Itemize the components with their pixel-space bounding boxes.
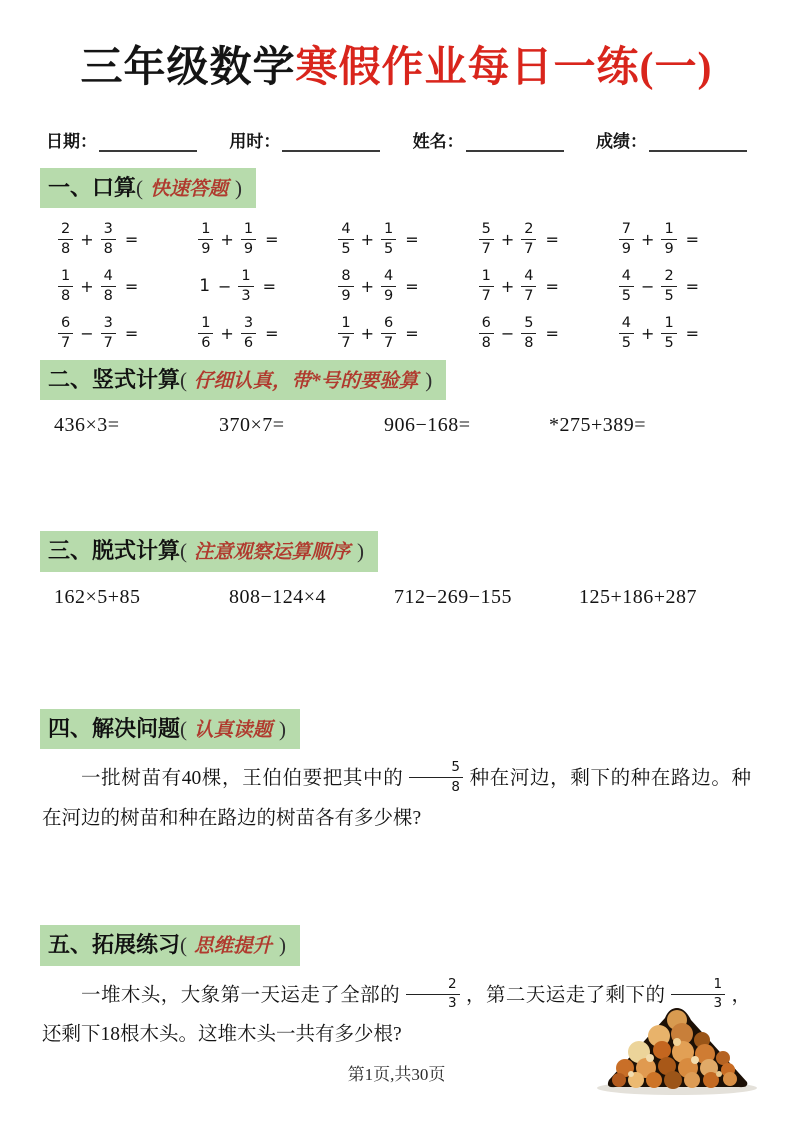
oral-problem: [607, 267, 747, 305]
equals-sign: =: [265, 229, 279, 249]
vertical-calc-problem: 370×7=: [219, 414, 285, 437]
oral-calc-highlight: 一、口算( 快速答题 ): [40, 168, 256, 208]
recursive-calc-problem: 712−269−155: [394, 585, 513, 608]
oral-problem: [467, 314, 607, 352]
section-title: 四、解决问题: [48, 715, 181, 741]
fraction: $\frac{3}{8}$: [101, 222, 116, 257]
oral-problem: [326, 267, 466, 305]
recursive-calc-problem: 162×5+85: [54, 585, 141, 608]
section-hint: 快速答题: [150, 178, 229, 200]
word-problem-text: 一批树苗有40棵，王伯伯要把其中的 $\frac{5}{8}$ 种在河边，剩下的种在路边。种在河边的树苗和种在路边的树苗各有多少棵?: [42, 759, 751, 830]
fraction: $\frac{1}{5}$: [661, 316, 676, 351]
operator: +: [80, 276, 94, 296]
score-blank: [649, 134, 747, 152]
recursive-calc-problems: [46, 586, 747, 609]
word-problem-heading: [40, 709, 793, 749]
operator: +: [220, 323, 234, 343]
equals-sign: =: [262, 276, 277, 296]
fraction: $\frac{2}{5}$: [661, 269, 676, 304]
title-grade-subject: 三年级数学: [80, 45, 296, 91]
operator: +: [641, 323, 655, 343]
fraction: $\frac{1}{9}$: [661, 222, 676, 257]
fraction-five-eighths: $\frac{5}{8}$: [409, 761, 463, 794]
operator: +: [641, 229, 655, 249]
oral-problem: [186, 220, 326, 258]
section-title: 一、口算: [48, 174, 137, 200]
section-title: 二、竖式计算: [48, 367, 181, 393]
vertical-calc-problem: 906−168=: [384, 414, 471, 437]
section-hint: 认真读题: [194, 719, 273, 741]
fraction: $\frac{2}{7}$: [521, 222, 536, 257]
fraction: $\frac{3}{7}$: [101, 316, 116, 351]
equals-sign: =: [545, 276, 559, 296]
oral-problem: [607, 220, 747, 258]
operator: −: [218, 276, 232, 296]
title-homework-name: 寒假作业每日一练(一): [295, 45, 713, 91]
oral-calc-grid: [46, 220, 747, 352]
extension-highlight: 五、拓展练习( 思维提升 ): [40, 925, 300, 965]
operator: −: [641, 276, 655, 296]
operator: +: [360, 323, 375, 343]
recursive-calc-heading: [40, 531, 793, 571]
fraction: $\frac{1}{9}$: [241, 222, 256, 257]
section-hint: 注意观察运算顺序: [194, 542, 351, 564]
fraction: $\frac{1}{9}$: [198, 222, 213, 257]
equals-sign: =: [545, 323, 559, 343]
equals-sign: =: [124, 229, 139, 249]
fraction: $\frac{6}{7}$: [58, 316, 73, 351]
header-fields: [46, 127, 747, 152]
oral-problem: [186, 267, 326, 305]
operator: −: [80, 323, 94, 343]
date-blank: [99, 134, 197, 152]
equals-sign: =: [545, 229, 559, 249]
fraction: $\frac{4}{5}$: [338, 222, 353, 257]
operator: +: [500, 229, 515, 249]
fraction: $\frac{1}{3}$: [238, 269, 253, 304]
oral-problem: [46, 220, 186, 258]
oral-problem: [46, 314, 186, 352]
page-title: [0, 40, 793, 97]
name-blank: [466, 134, 564, 152]
time-used-label: 用时：: [229, 131, 281, 151]
equals-sign: =: [405, 276, 419, 296]
fraction: $\frac{3}{6}$: [241, 316, 256, 351]
vertical-calc-problem: *275+389=: [549, 414, 647, 437]
fraction: $\frac{1}{5}$: [381, 222, 396, 257]
operator: +: [80, 229, 94, 249]
equals-sign: =: [685, 229, 700, 249]
section-oral-calc: [0, 168, 793, 352]
recursive-calc-highlight: 三、脱式计算( 注意观察运算顺序 ): [40, 531, 378, 571]
section-hint: 思维提升: [194, 936, 273, 958]
fraction: $\frac{5}{8}$: [521, 316, 536, 351]
oral-problem: [467, 267, 607, 305]
fraction: $\frac{6}{8}$: [479, 316, 494, 351]
fraction: $\frac{1}{7}$: [338, 316, 353, 351]
fraction: $\frac{5}{7}$: [479, 222, 494, 257]
recursive-calc-problem: 808−124×4: [229, 585, 327, 608]
vertical-calc-highlight: 二、竖式计算( 仔细认真，带*号的要验算 ): [40, 360, 446, 400]
fraction: $\frac{2}{8}$: [58, 222, 73, 257]
fraction: $\frac{1}{6}$: [198, 316, 213, 351]
equals-sign: =: [265, 323, 279, 343]
vertical-calc-problem: 436×3=: [54, 414, 120, 437]
fraction: $\frac{4}{9}$: [381, 269, 396, 304]
fraction: $\frac{7}{9}$: [619, 222, 634, 257]
section-title: 三、脱式计算: [48, 538, 181, 564]
equals-sign: =: [685, 276, 700, 296]
vertical-calc-problems: [46, 414, 747, 437]
section-vertical-calc: [0, 360, 793, 437]
name-field: [413, 127, 564, 152]
fraction: $\frac{4}{5}$: [619, 269, 634, 304]
fraction-one-third: $\frac{1}{3}$: [671, 978, 725, 1011]
section-title: 五、拓展练习: [48, 932, 181, 958]
fraction: $\frac{4}{7}$: [521, 269, 536, 304]
oral-problem: [186, 314, 326, 352]
oral-problem: [326, 314, 466, 352]
operator: +: [360, 229, 375, 249]
fraction: $\frac{4}{5}$: [619, 316, 634, 351]
oral-problem: [326, 220, 466, 258]
oral-calc-heading: [40, 168, 793, 208]
oral-problem: [467, 220, 607, 258]
operator: +: [360, 276, 375, 296]
fraction: $\frac{8}{9}$: [338, 269, 353, 304]
oral-problem: [46, 267, 186, 305]
equals-sign: =: [124, 276, 139, 296]
vertical-calc-heading: [40, 360, 793, 400]
fraction: $\frac{4}{8}$: [101, 269, 116, 304]
whole-number: 1: [199, 276, 211, 297]
extension-problem-text: 一堆木头，大象第一天运走了全部的 $\frac{2}{3}$ ，第二天运走了剩下的 $\frac{1}{3}$ ，还剩下18根木头。这堆木头一共有多少根?: [42, 975, 751, 1046]
fraction-two-thirds: $\frac{2}{3}$: [406, 978, 460, 1011]
score-label: 成绩：: [595, 131, 647, 151]
equals-sign: =: [124, 323, 139, 343]
operator: −: [500, 323, 515, 343]
section-word-problem: [0, 709, 793, 839]
page-footer: 第1页,共30页: [347, 1065, 446, 1084]
fraction: $\frac{1}{8}$: [58, 269, 73, 304]
oral-problem: [607, 314, 747, 352]
time-used-blank: [282, 134, 380, 152]
section-hint: 仔细认真，带*号的要验算: [194, 371, 419, 393]
operator: +: [220, 229, 234, 249]
extension-heading: [40, 925, 793, 965]
date-label: 日期：: [46, 131, 97, 151]
score-field: [596, 127, 747, 152]
section-recursive-calc: [0, 531, 793, 608]
fraction: $\frac{6}{7}$: [381, 316, 396, 351]
fraction: $\frac{1}{7}$: [479, 269, 494, 304]
date-field: [46, 127, 197, 152]
time-used-field: [229, 127, 380, 152]
operator: +: [500, 276, 515, 296]
equals-sign: =: [685, 323, 700, 343]
word-problem-highlight: 四、解决问题( 认真读题 ): [40, 709, 300, 749]
equals-sign: =: [405, 323, 419, 343]
name-label: 姓名：: [412, 131, 464, 151]
equals-sign: =: [405, 229, 419, 249]
recursive-calc-problem: 125+186+287: [579, 585, 698, 608]
